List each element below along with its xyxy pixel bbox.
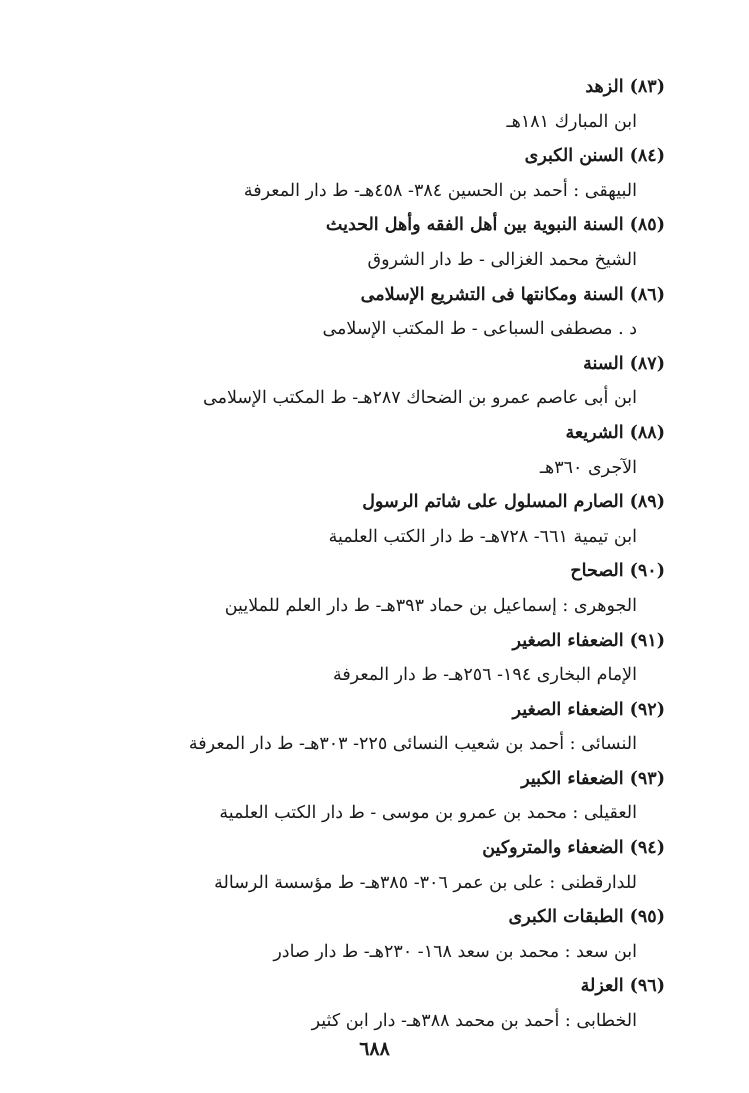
entry-author: الشيخ محمد الغزالى - ط دار الشروق: [367, 249, 637, 270]
entry-number: (٨٧): [629, 353, 665, 374]
entry-author: ابن أبى عاصم عمرو بن الضحاك ٢٨٧هـ- ط المكتب الإسلامى: [202, 388, 637, 409]
entry-title: الضعفاء الصغير: [512, 630, 624, 651]
bibliography-entry: [65, 278, 665, 347]
entry-author: النسائى : أحمد بن شعيب النسائى ٢٢٥- ٣٠٣هـ- ط دار المعرفة: [188, 734, 637, 755]
entry-number: (٩٥): [629, 907, 665, 928]
entry-number: (٨٦): [629, 284, 665, 305]
entry-title-line: [65, 831, 665, 866]
entry-number: (٩٠): [629, 561, 665, 582]
entry-title-line: [65, 485, 665, 520]
bibliography-entry: [65, 485, 665, 554]
entry-title: الطبقات الكبرى: [508, 907, 624, 928]
entry-number: (٨٣): [629, 77, 665, 97]
entry-author: د . مصطفى السباعى - ط المكتب الإسلامى: [322, 319, 637, 340]
entry-number: (٩١): [629, 630, 665, 651]
entry-title-line: [65, 70, 665, 105]
bibliography-entry: [65, 624, 665, 693]
entry-title-line: [65, 554, 665, 589]
entry-title-line: [65, 208, 665, 243]
entry-title: الضعفاء الصغير: [512, 699, 624, 720]
entry-title: الصحاح: [570, 561, 624, 582]
entry-author: للدارقطنى : على بن عمر ٣٠٦- ٣٨٥هـ- ط مؤسسة الرسالة: [214, 872, 637, 893]
bibliography-entry: [65, 70, 665, 139]
page-number: ٦٨٨: [359, 1038, 390, 1060]
entry-author: الجوهرى : إسماعيل بن حماد ٣٩٣هـ- ط دار العلم للملايين: [224, 595, 637, 616]
entry-title-line: [65, 624, 665, 659]
bibliography-entry: [65, 831, 665, 900]
entry-author: ابن سعد : محمد بن سعد ١٦٨- ٢٣٠هـ- ط دار صادر: [273, 941, 637, 962]
entry-author: البيهقى : أحمد بن الحسين ٣٨٤- ٤٥٨هـ- ط دار المعرفة: [243, 180, 637, 201]
entry-author: الآجرى ٣٦٠هـ: [539, 457, 637, 478]
entry-title: السنة النبوية بين أهل الفقه وأهل الحديث: [325, 215, 624, 236]
entry-number: (٩٦): [629, 976, 665, 997]
entry-author: الإمام البخارى ١٩٤- ٢٥٦هـ- ط دار المعرفة: [332, 665, 637, 686]
bibliography-list: [65, 70, 665, 1039]
entry-title: الصارم المسلول على شاتم الرسول: [362, 492, 624, 513]
entry-title-line: [65, 693, 665, 728]
bibliography-entry: [65, 139, 665, 208]
bibliography-entry: [65, 900, 665, 969]
entry-number: (٨٨): [629, 422, 665, 443]
entry-author: العقيلى : محمد بن عمرو بن موسى - ط دار الكتب العلمية: [219, 803, 637, 824]
entry-title: السنة: [583, 353, 624, 374]
entry-title-line: [65, 139, 665, 174]
bibliography-entry: [65, 208, 665, 277]
entry-number: (٨٤): [629, 146, 665, 167]
entry-title: الضعفاء والمتروكين: [482, 838, 624, 859]
entry-title-line: [65, 347, 665, 382]
entry-title: الزهد: [585, 77, 624, 97]
bibliography-entry: [65, 969, 665, 1038]
entry-author: ابن المبارك ١٨١هـ: [506, 111, 637, 132]
entry-number: (٩٣): [629, 768, 665, 789]
entry-number: (٩٢): [629, 699, 665, 720]
entry-title-line: [65, 900, 665, 935]
entry-title: الضعفاء الكبير: [521, 768, 624, 789]
entry-title-line: [65, 969, 665, 1004]
entry-number: (٩٤): [629, 838, 665, 859]
entry-number: (٨٩): [629, 492, 665, 513]
entry-title-line: [65, 416, 665, 451]
entry-title: السنة ومكانتها فى التشريع الإسلامى: [360, 284, 624, 305]
bibliography-entry: [65, 416, 665, 485]
entry-title: السنن الكبرى: [524, 146, 624, 167]
entry-number: (٨٥): [629, 215, 665, 236]
entry-author: ابن تيمية ٦٦١- ٧٢٨هـ- ط دار الكتب العلمية: [328, 526, 637, 547]
bibliography-entry: [65, 693, 665, 762]
bibliography-entry: [65, 554, 665, 623]
entry-title: العزلة: [580, 976, 624, 997]
bibliography-entry: [65, 347, 665, 416]
entry-author: الخطابى : أحمد بن محمد ٣٨٨هـ- دار ابن كثير: [311, 1011, 637, 1032]
entry-title-line: [65, 278, 665, 313]
entry-title-line: [65, 762, 665, 797]
entry-title: الشريعة: [565, 422, 624, 443]
bibliography-entry: [65, 762, 665, 831]
